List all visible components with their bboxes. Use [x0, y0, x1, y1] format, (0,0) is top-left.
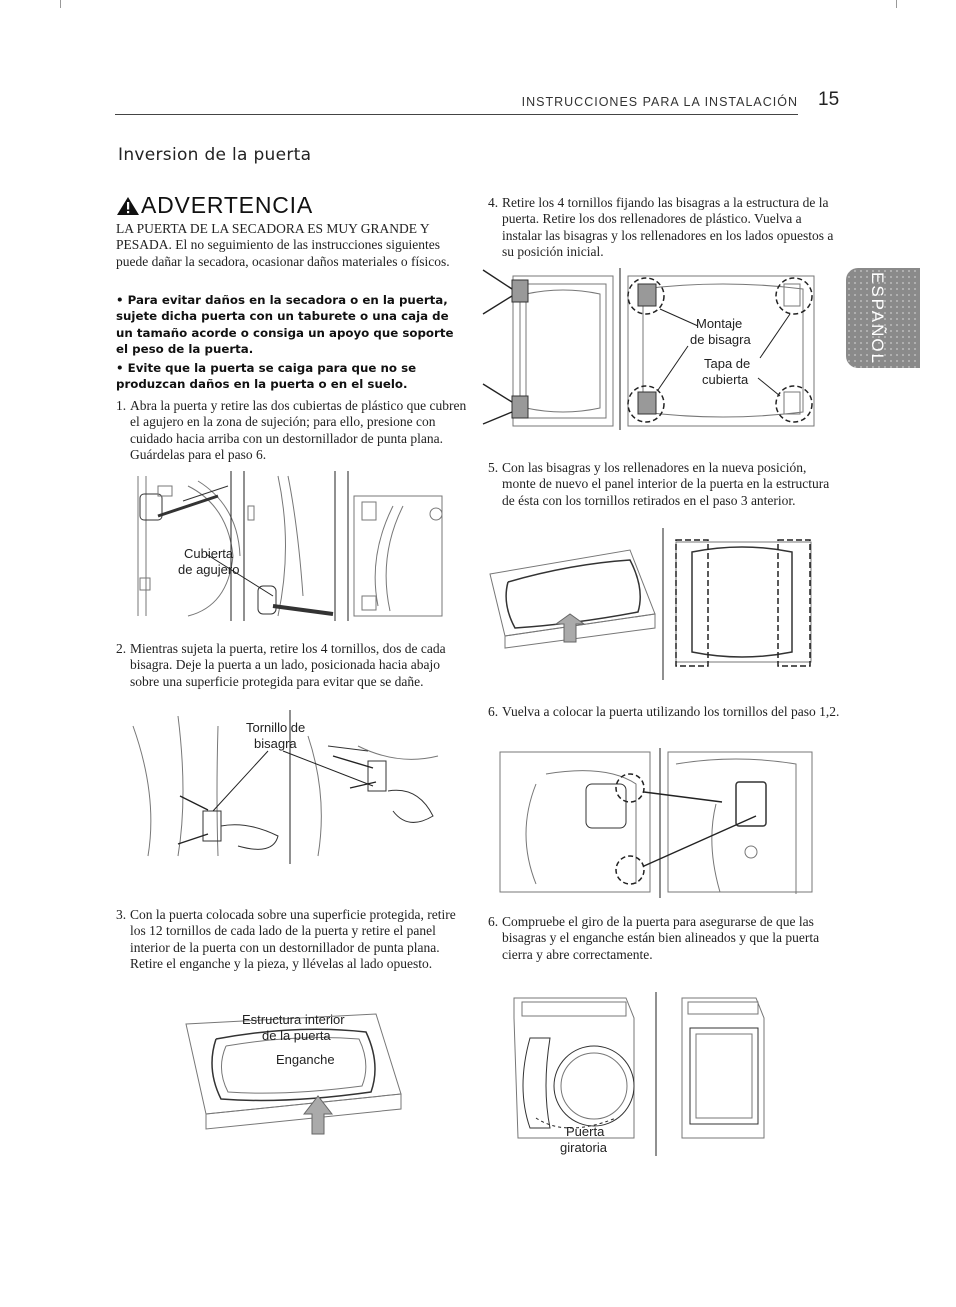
- figure-label: de bisagra: [690, 332, 751, 347]
- step-text: Retire los 4 tornillos fijando las bisagras a la estructura de la puerta. Retire los dos rellenadores de plástico. Vuelva a instalar las bisagras y los rellenadores en los lados opuestos a su posición inicial.: [502, 195, 834, 259]
- figure-reassembly: [480, 524, 820, 684]
- figure-label: Puerta: [566, 1124, 605, 1139]
- figure-label: bisagra: [254, 736, 297, 751]
- figure-label: de agujero: [178, 562, 240, 577]
- figure-label: Montaje: [696, 316, 743, 331]
- figure-label: de la puerta: [262, 1028, 331, 1043]
- warning-bullet: • Para evitar daños en la secadora o en la puerta, sujete dicha puerta con un taburete o una caja de un tamaño acorde o consiga un apoyo que soporte el peso de la puerta.: [116, 293, 454, 356]
- figure-hinge-assembly: [478, 264, 824, 434]
- step-text: Con la puerta colocada sobre una superficie protegida, retire los 12 tornillos de cada lado de la puerta y retire el panel interior de la puerta con un destornillador de punta plana. Retire el enganche y la pieza, y llévelas al lado opuesto.: [130, 907, 456, 971]
- section-title: Inversion de la puerta: [118, 145, 312, 165]
- figure-swing-door: [506, 988, 778, 1160]
- figure-hole-cover: [128, 466, 450, 626]
- step-number: 2.: [116, 641, 127, 656]
- step-number: 5.: [488, 460, 499, 475]
- figure-label: Estructura interior: [242, 1012, 345, 1027]
- step-text: Vuelva a colocar la puerta utilizando los tornillos del paso 1,2.: [502, 704, 840, 719]
- crop-mark: [896, 0, 897, 8]
- step-text: Compruebe el giro de la puerta para asegurarse de que las bisagras y el enganche están bien alineados y que la puerta cierra y abre correctamente.: [502, 914, 820, 962]
- figure-label: Enganche: [276, 1052, 335, 1067]
- step-number: 4.: [488, 195, 499, 210]
- step-text: Mientras sujeta la puerta, retire los 4 tornillos, dos de cada bisagra. Deje la puerta a un lado, posicionada hacia abajo sobre una superficie protegida para evitar que se dañe.: [130, 641, 446, 689]
- step-text: Abra la puerta y retire las dos cubiertas de plástico que cubren el agujero en la zona de sujeción; para ello, presione con cuidado hacia arriba con un destornillador de punta plana. Guárdelas para el paso 6.: [130, 398, 467, 462]
- figure-door-reinstall: [496, 744, 818, 902]
- figure-label: Tapa de: [704, 356, 751, 371]
- warning-triangle-icon: [116, 196, 140, 216]
- warning-heading-text: ADVERTENCIA: [141, 192, 313, 218]
- figure-label: cubierta: [702, 372, 749, 387]
- step-number: 6.: [488, 914, 499, 929]
- step-text: Con las bisagras y los rellenadores en la nueva posición, monte de nuevo el panel interior de la puerta en la estructura de ésta con los tornillos retirados en el paso 3 anterior.: [502, 460, 830, 508]
- warning-bullet: • Evite que la puerta se caiga para que no se produzcan daños en la puerta o en el suelo.: [116, 361, 417, 392]
- figure-hinge-screw: [128, 706, 450, 866]
- figure-inner-door-frame: [176, 1004, 412, 1136]
- warning-heading: [116, 192, 313, 219]
- page-number: 15: [818, 89, 840, 110]
- step-number: 6.: [488, 704, 499, 719]
- header-divider: [115, 114, 798, 115]
- step-number: 1.: [116, 398, 127, 413]
- warning-text: LA PUERTA DE LA SECADORA ES MUY GRANDE Y PESADA. El no seguimiento de las instrucciones siguientes puede dañar la secadora, ocasionar daños materiales o físicos.: [116, 221, 450, 269]
- figure-label: Tornillo de: [246, 720, 306, 735]
- step-number: 3.: [116, 907, 127, 922]
- figure-label: giratoria: [560, 1140, 607, 1155]
- header-title: INSTRUCCIONES PARA LA INSTALACIÓN: [521, 95, 798, 109]
- language-tab-label: ESPAÑOL: [868, 272, 887, 366]
- crop-mark: [60, 0, 61, 8]
- figure-label: Cubierta: [184, 546, 234, 561]
